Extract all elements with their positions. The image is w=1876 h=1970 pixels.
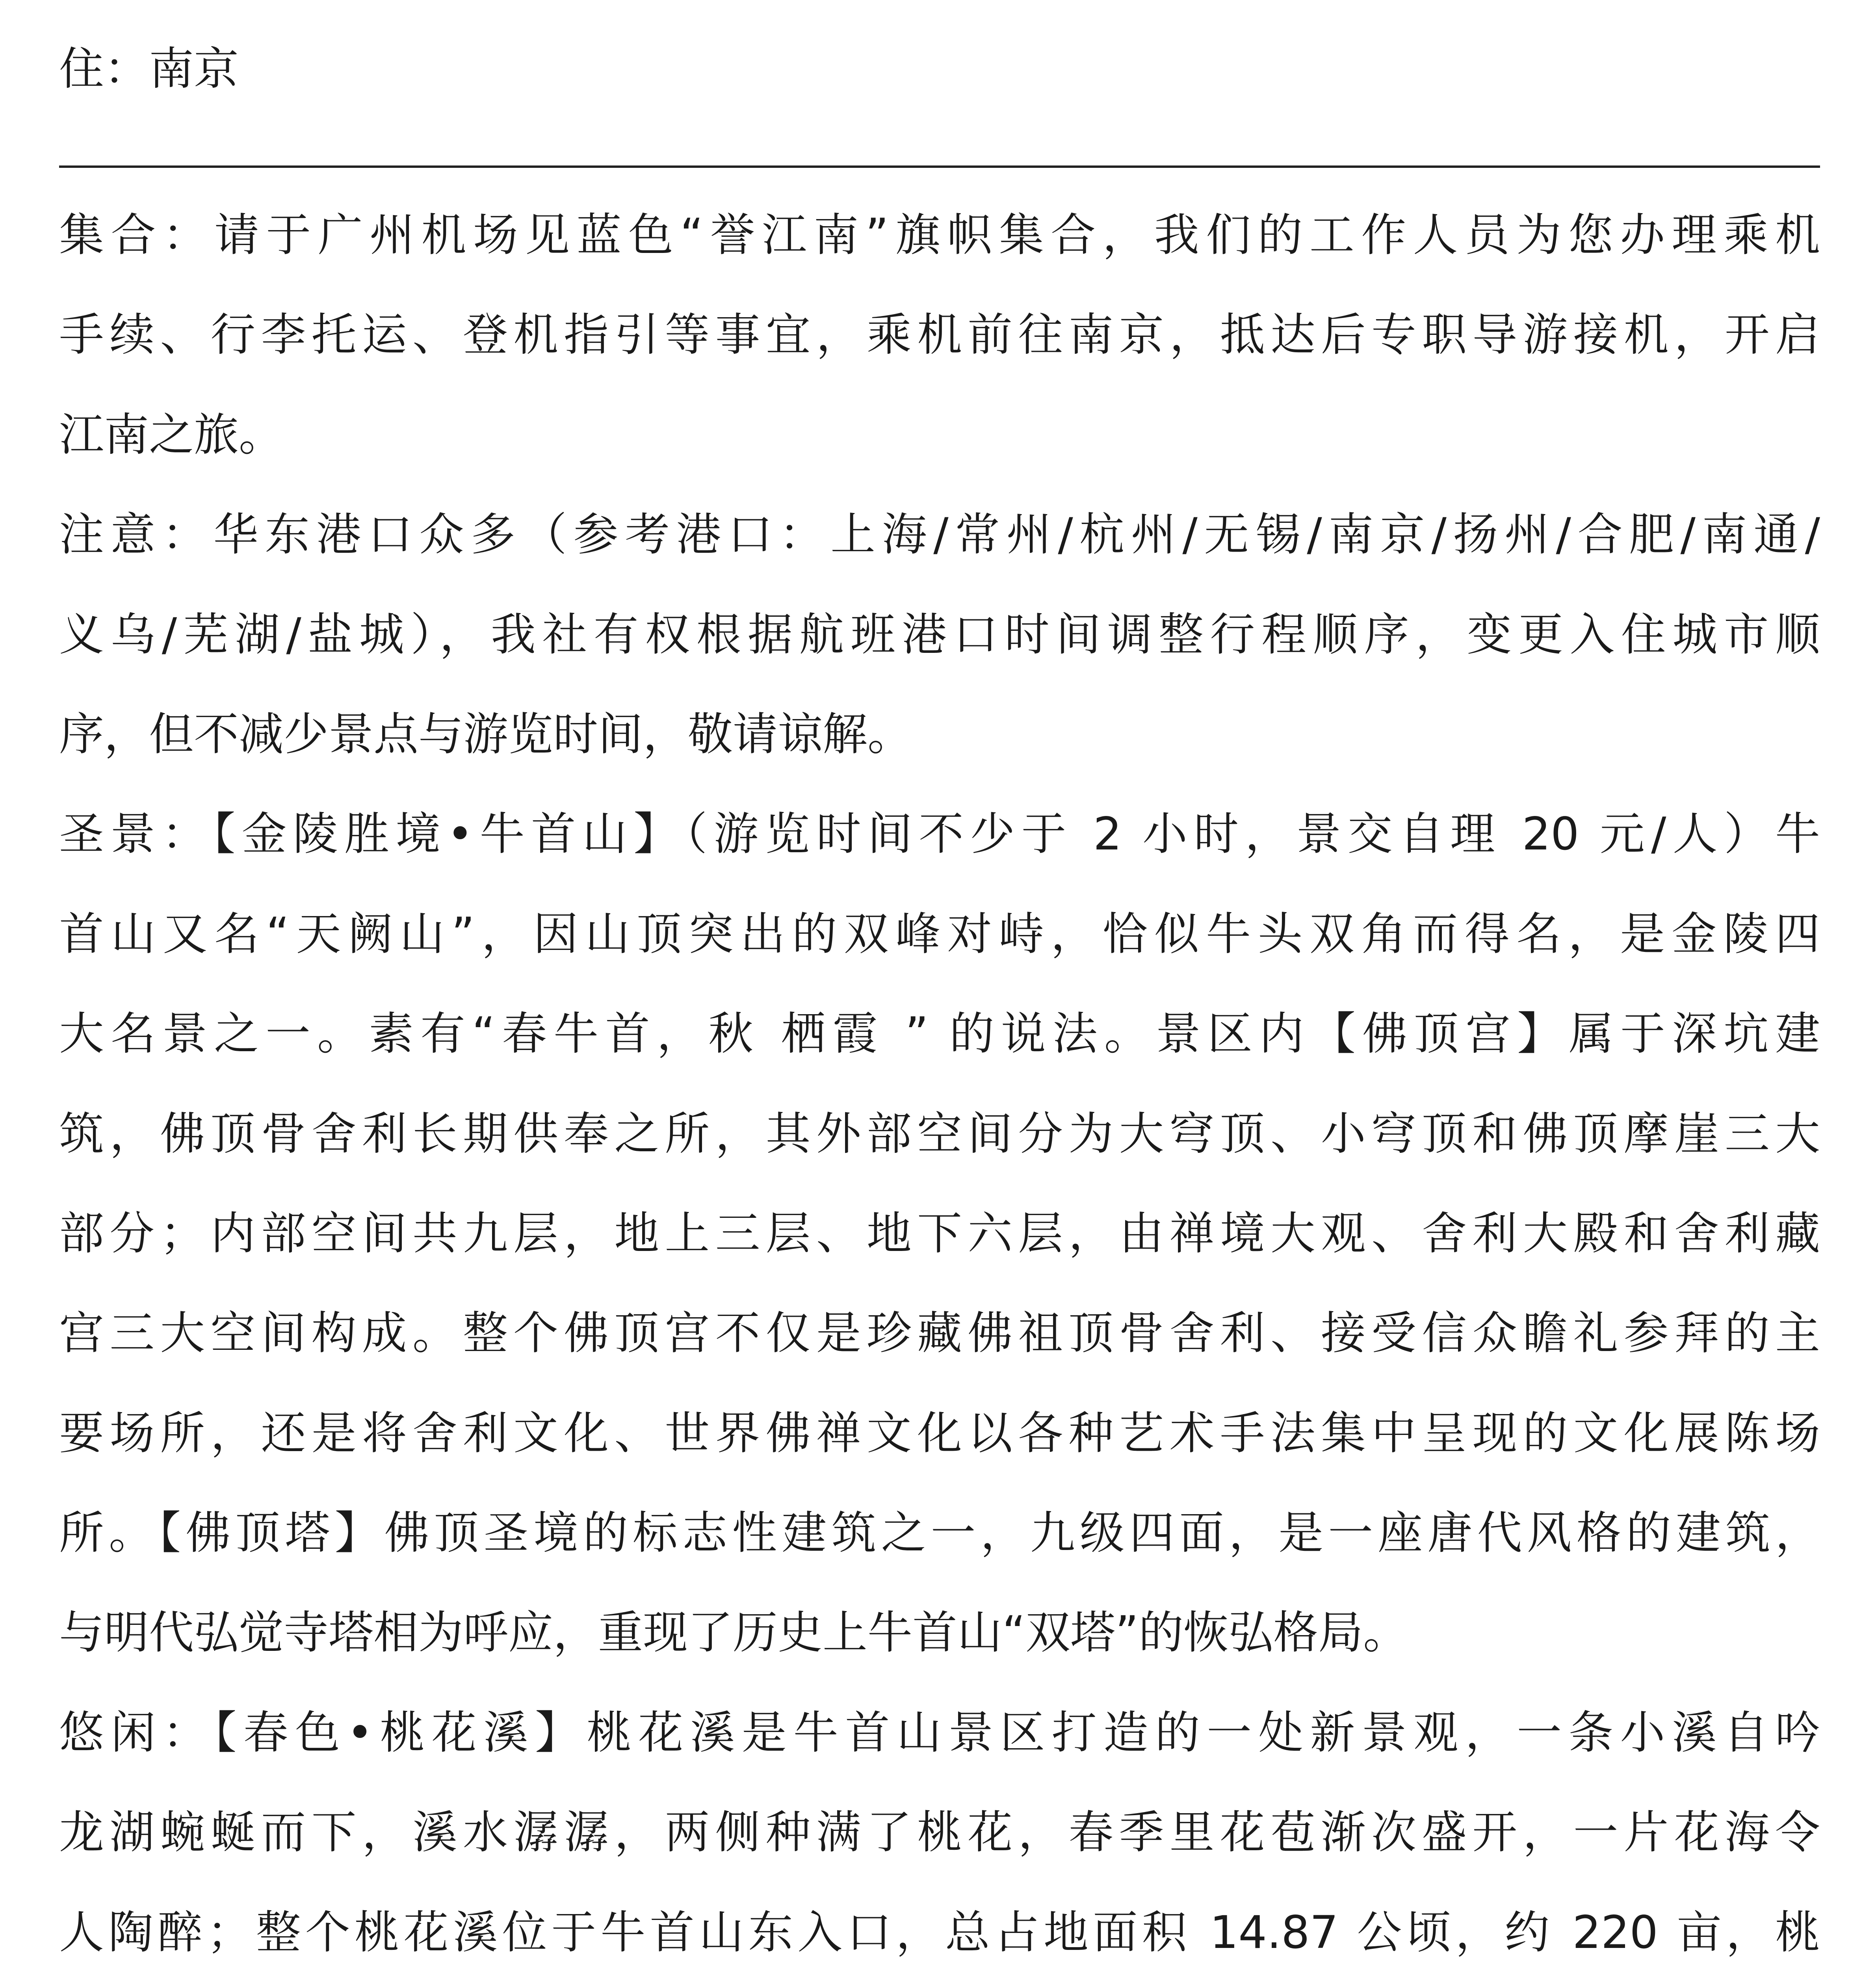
text-line: 筑，佛顶骨舍利长期供奉之所，其外部空间分为大穹顶、小穹顶和佛顶摩崖三大 — [59, 1107, 1820, 1160]
text-line: 人陶醉；整个桃花溪位于牛首山东入口，总占地面积 14.87 公顷，约 220 亩，桃 — [59, 1906, 1820, 1959]
text-line: 宫三大空间构成。整个佛顶宫不仅是珍藏佛祖顶骨舍利、接受信众瞻礼参拜的主 — [59, 1307, 1820, 1360]
itinerary-body — [59, 185, 1820, 1970]
text-line: 悠闲：【春色•桃花溪】桃花溪是牛首山景区打造的一处新景观，一条小溪自吟 — [59, 1706, 1820, 1759]
header-divider — [59, 165, 1820, 168]
text-line: 手续、行李托运、登机指引等事宜，乘机前往南京，抵达后专职导游接机，开启 — [59, 309, 1820, 361]
text-line: 与明代弘觉寺塔相为呼应，重现了历史上牛首山“双塔”的恢弘格局。 — [59, 1606, 1408, 1659]
text-line: 江南之旅。 — [59, 408, 284, 461]
text-line: 圣景：【金陵胜境•牛首山】（游览时间不少于 2 小时，景交自理 20 元/人）牛 — [59, 808, 1820, 860]
text-line: 要场所，还是将舍利文化、世界佛禅文化以各种艺术手法集中呈现的文化展陈场 — [59, 1407, 1820, 1459]
text-line: 集合：请于广州机场见蓝色“誉江南”旗帜集合，我们的工作人员为您办理乘机 — [59, 209, 1820, 261]
text-line: 部分；内部空间共九层，地上三层、地下六层，由禅境大观、舍利大殿和舍利藏 — [59, 1207, 1820, 1260]
text-line: 所。【佛顶塔】佛顶圣境的标志性建筑之一，九级四面，是一座唐代风格的建筑， — [59, 1507, 1820, 1559]
text-line: 序，但不减少景点与游览时间，敬请谅解。 — [59, 708, 913, 760]
text-line: 义乌/芜湖/盐城），我社有权根据航班港口时间调整行程顺序，变更入住城市顺 — [59, 608, 1820, 661]
accommodation-line: 住：南京 — [59, 43, 239, 95]
text-line: 首山又名“天阙山”，因山顶突出的双峰对峙，恰似牛头双角而得名，是金陵四 — [59, 907, 1820, 960]
text-line: 注意：华东港口众多（参考港口：上海/常州/杭州/无锡/南京/扬州/合肥/南通/ — [59, 508, 1820, 561]
text-line: 大名景之一。素有“春牛首，秋 栖霞 ” 的说法。景区内【佛顶宫】属于深坑建 — [59, 1007, 1820, 1060]
text-line: 龙湖蜿蜒而下，溪水潺潺，两侧种满了桃花，春季里花苞渐次盛开，一片花海令 — [59, 1806, 1820, 1859]
